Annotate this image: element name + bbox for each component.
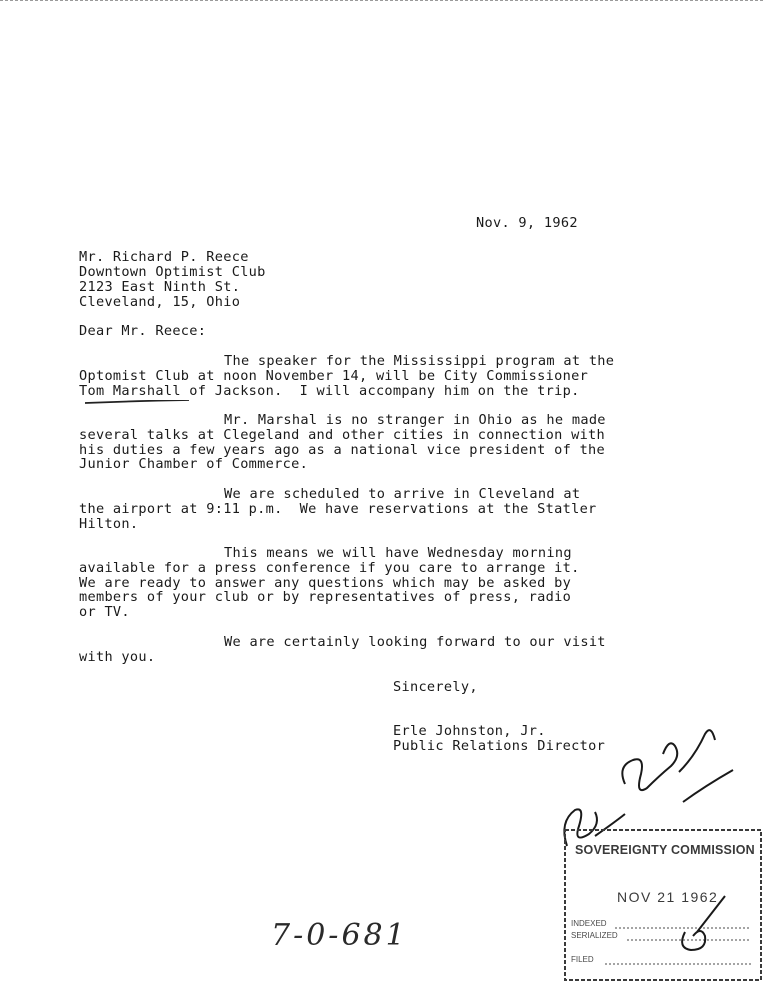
signature-title: Public Relations Director	[393, 738, 606, 754]
handwritten-file-number: 7-0-681	[271, 918, 408, 953]
paragraph-visit	[79, 635, 649, 665]
paragraph-line: Hilton.	[79, 515, 139, 532]
paragraph-line: or TV.	[79, 604, 130, 621]
stamp-filed: FILED	[571, 955, 594, 964]
paragraph-press	[79, 546, 649, 620]
paragraph-line: We are scheduled to arrive in Cleveland at	[224, 486, 581, 502]
address-line-org: Downtown Optimist Club	[79, 264, 266, 280]
paragraph-marshal	[79, 413, 649, 472]
pen-underline-mark	[85, 400, 190, 404]
paragraph-line: available for a press conference if you care to arrange it.	[79, 559, 580, 576]
received-stamp	[555, 726, 763, 982]
address-line-street: 2123 East Ninth St.	[79, 279, 241, 295]
paragraph-line: Junior Chamber of Commerce.	[79, 456, 309, 473]
stamp-date: NOV 21 1962	[617, 889, 719, 905]
salutation: Dear Mr. Reece:	[79, 323, 207, 339]
stamp-serialized: SERIALIZED	[571, 931, 618, 940]
handwritten-scrawl	[622, 730, 733, 802]
paragraph-speaker	[79, 354, 649, 398]
paragraph-line: We are ready to answer any questions which may be asked by	[79, 574, 572, 591]
signature-name: Erle Johnston, Jr.	[393, 723, 546, 739]
paragraph-line: his duties a few years ago as a national vice president of the	[79, 441, 606, 458]
paragraph-line: The speaker for the Mississippi program at the	[224, 353, 615, 369]
stamp-org: SOVEREIGNTY COMMISSION	[575, 843, 755, 857]
closing: Sincerely,	[393, 679, 478, 695]
paragraph-line: We are certainly looking forward to our visit	[224, 634, 606, 650]
stamp-indexed: INDEXED	[571, 919, 607, 928]
paragraph-line: the airport at 9:11 p.m. We have reservations at the Statler	[79, 500, 597, 517]
paragraph-line: This means we will have Wednesday morning	[224, 545, 572, 561]
signature-scrawl	[564, 809, 625, 846]
paragraph-line: members of your club or by representatives of press, radio	[79, 589, 572, 606]
paragraph-line: with you.	[79, 648, 156, 665]
paragraph-line: Mr. Marshal is no stranger in Ohio as he made	[224, 412, 606, 428]
address-line-city: Cleveland, 15, Ohio	[79, 294, 241, 310]
letter-date: Nov. 9, 1962	[476, 215, 578, 231]
paragraph-line: Optomist Club at noon November 14, will be City Commissioner	[79, 367, 589, 384]
paragraph-arrival	[79, 487, 649, 531]
address-line-name: Mr. Richard P. Reece	[79, 249, 249, 265]
paragraph-line: several talks at Clegeland and other cities in connection with	[79, 426, 606, 443]
page-top-edge	[0, 0, 763, 1]
paragraph-line: Tom Marshall of Jackson. I will accompany him on the trip.	[79, 382, 580, 399]
